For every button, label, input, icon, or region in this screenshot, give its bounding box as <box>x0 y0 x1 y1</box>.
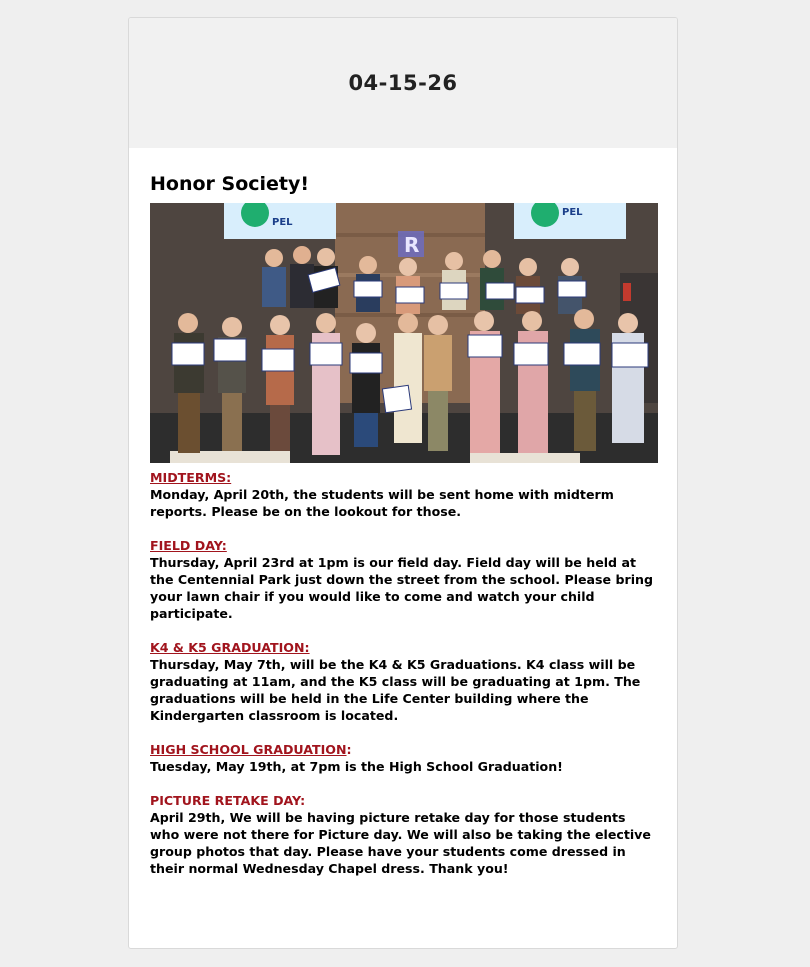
picture-retake-section <box>150 792 657 877</box>
midterms-section <box>150 469 657 520</box>
newsletter-header <box>129 18 677 148</box>
newsletter-card <box>128 17 678 949</box>
midterms-title: MIDTERMS: <box>150 470 232 485</box>
section-heading: Honor Society! <box>150 173 310 195</box>
field-day-title: FIELD DAY: <box>150 538 227 553</box>
picture-retake-title: PICTURE RETAKE DAY: <box>150 793 306 808</box>
k4-k5-graduation-title: K4 & K5 GRADUATION: <box>150 640 310 655</box>
k4-k5-graduation-body: Thursday, May 7th, will be the K4 & K5 Graduations. K4 class will be graduating at 11am, and the K5 class will be graduating at 1pm. The graduations will be held in the Life Center building where the Kindergarten classroom is located. <box>150 657 641 723</box>
honor-society-photo <box>150 203 658 463</box>
picture-retake-body: April 29th, We will be having picture retake day for those students who were not there for Picture day. We will also be taking the elective group photos that day. Please have your students come dressed in their normal Wednesday Chapel dress. Thank you! <box>150 810 651 876</box>
midterms-body: Monday, April 20th, the students will be sent home with midterm reports. Please be on the lookout for those. <box>150 487 614 519</box>
newsletter-date: 04-15-26 <box>348 71 458 95</box>
group-photo-icon <box>150 203 658 463</box>
newsletter-content <box>129 148 677 877</box>
high-school-graduation-section <box>150 741 657 775</box>
field-day-section <box>150 537 657 622</box>
screen-text-right: PEL <box>562 207 583 218</box>
high-school-graduation-title: HIGH SCHOOL GRADUATION: <box>150 742 352 757</box>
field-day-body: Thursday, April 23rd at 1pm is our field day. Field day will be held at the Centennial Park just down the street from the school. Please bring your lawn chair if you would like to come and watch your child participate. <box>150 555 653 621</box>
logo-letter: R <box>404 233 420 257</box>
high-school-graduation-body: Tuesday, May 19th, at 7pm is the High School Graduation! <box>150 759 563 774</box>
k4-k5-graduation-section <box>150 639 657 724</box>
screen-text-left: PEL <box>272 217 293 228</box>
